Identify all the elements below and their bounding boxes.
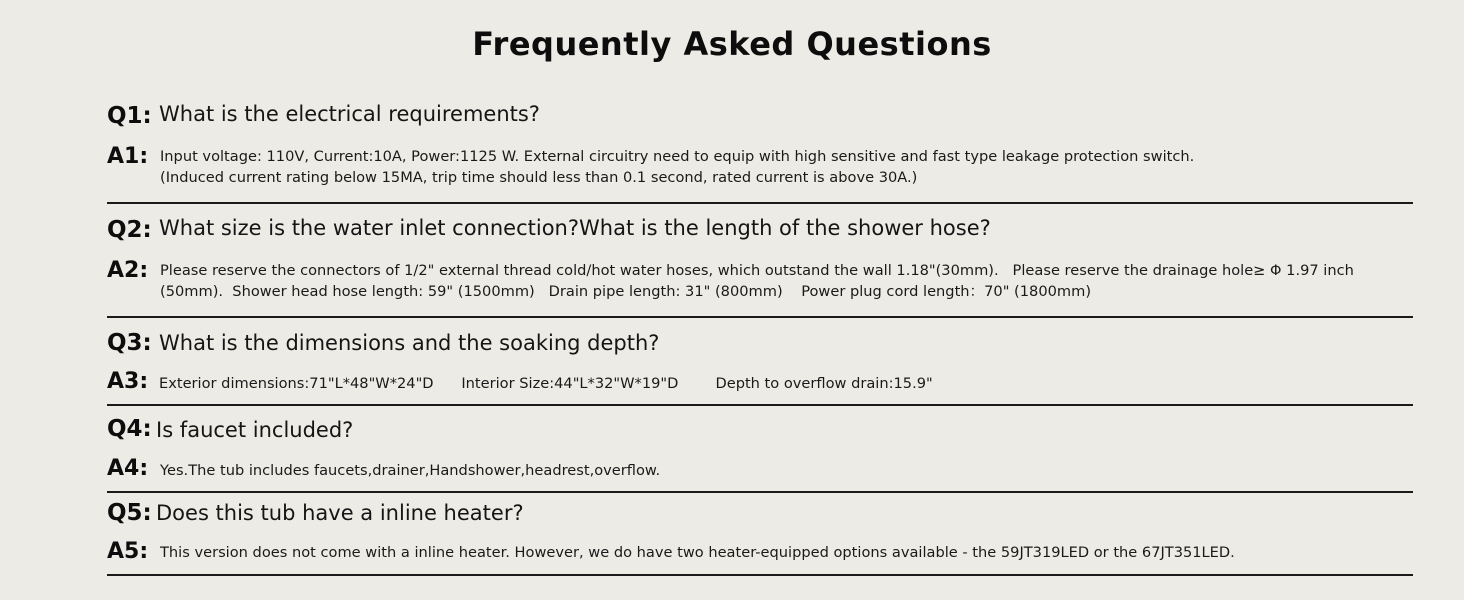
- answer-line: This version does not come with a inline heater. However, we do have two heater-equipped options available - the 59JT319LED or the 67JT351LED.: [160, 544, 1235, 561]
- question-label: Q4:: [107, 416, 152, 442]
- divider: [107, 316, 1413, 318]
- answer-line: (50mm). Shower head hose length: 59" (1500mm) Drain pipe length: 31" (800mm) Power plug cord length：70" (1800mm): [160, 283, 1092, 300]
- answer-label: A5:: [107, 539, 149, 564]
- divider: [107, 574, 1413, 576]
- page-title: Frequently Asked Questions: [472, 25, 992, 63]
- question-label: Q1:: [107, 103, 152, 129]
- answer-line: Please reserve the connectors of 1/2" external thread cold/hot water hoses, which outstand the wall 1.18"(30mm). Please reserve the drainage hole≥ Φ 1.97 inch: [160, 262, 1354, 279]
- question-text: What size is the water inlet connection?What is the length of the shower hose?: [159, 216, 991, 240]
- answer-label: A1:: [107, 144, 149, 169]
- answer-line: Yes.The tub includes faucets,drainer,Handshower,headrest,overflow.: [160, 462, 661, 479]
- answer-label: A3:: [107, 369, 149, 394]
- question-label: Q3:: [107, 330, 152, 356]
- question-text: Does this tub have a inline heater?: [156, 501, 524, 525]
- question-label: Q5:: [107, 500, 152, 526]
- answer-label: A4:: [107, 456, 149, 481]
- answer-line: (Induced current rating below 15MA, trip time should less than 0.1 second, rated current is above 30A.): [160, 169, 918, 186]
- answer-line: Input voltage: 110V, Current:10A, Power:1125 W. External circuitry need to equip with high sensitive and fast type leakage protection switch.: [160, 148, 1195, 165]
- divider: [107, 404, 1413, 406]
- question-label: Q2:: [107, 217, 152, 243]
- question-text: Is faucet included?: [156, 418, 354, 442]
- question-text: What is the electrical requirements?: [159, 102, 540, 126]
- divider: [107, 202, 1413, 204]
- answer-line: Exterior dimensions:71"L*48"W*24"D Interior Size:44"L*32"W*19"D Depth to overflow drain:15.9": [159, 375, 933, 392]
- answer-label: A2:: [107, 258, 149, 283]
- divider: [107, 491, 1413, 493]
- question-text: What is the dimensions and the soaking depth?: [159, 331, 660, 355]
